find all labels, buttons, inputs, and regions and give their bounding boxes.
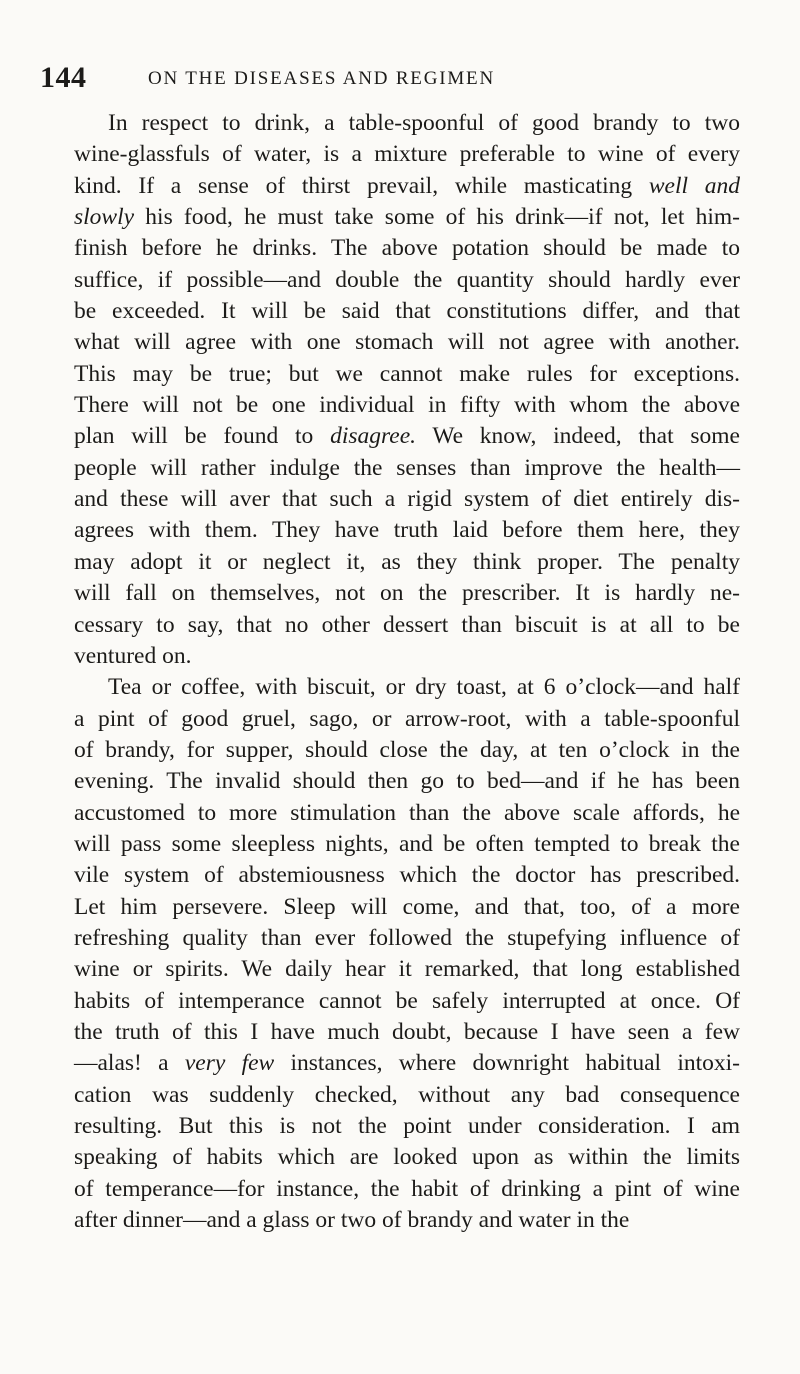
text-line [74, 515, 740, 546]
italic-run: very few [184, 1050, 275, 1077]
text-line [74, 1174, 740, 1205]
text-run: Tea or coffee, with biscuit, or dry toast, at 6 o’clock—and half [108, 674, 740, 701]
text-run: wine or spirits. We daily hear it remarked, that long established [74, 956, 740, 983]
text-run: This may be true; but we cannot make rules for exceptions. [74, 360, 740, 387]
text-run: agrees with them. They have truth laid before them here, they [74, 517, 740, 544]
text-run: of brandy, for supper, should close the day, at ten o’clock in the [74, 736, 740, 763]
text-line [74, 421, 740, 452]
page-number: 144 [40, 61, 87, 94]
text-run: cation was suddenly checked, without any bad consequence [74, 1081, 740, 1108]
text-run: after dinner—and a glass or two of brandy and water in the [74, 1207, 630, 1234]
text-line [74, 390, 740, 421]
text-line [74, 171, 740, 202]
text-line [74, 860, 740, 891]
text-line [74, 798, 740, 829]
text-run: speaking of habits which are looked upon as within the limits [74, 1144, 740, 1171]
text-run: ventured on. [74, 642, 192, 669]
page-header [40, 58, 760, 98]
text-run: people will rather indulge the senses than improve the health— [74, 454, 740, 481]
text-run: evening. The invalid should then go to bed—and if he has been [74, 768, 740, 795]
text-run: finish before he drinks. The above potation should be made to [74, 235, 740, 262]
text-run: the truth of this I have much doubt, because I have seen a few [74, 1018, 740, 1045]
body-text [74, 108, 740, 1236]
italic-run: slowly [74, 204, 135, 231]
text-line [74, 1017, 740, 1048]
text-line [74, 233, 740, 264]
text-line [74, 735, 740, 766]
text-line [74, 453, 740, 484]
text-run: There will not be one individual in fifty with whom the above [74, 392, 740, 419]
text-line [74, 484, 740, 515]
text-line [74, 1111, 740, 1142]
text-line [74, 578, 740, 609]
text-run: of temperance—for instance, the habit of drinking a pint of wine [74, 1175, 740, 1202]
text-run: kind. If a sense of thirst prevail, while masticating [74, 172, 649, 199]
text-run: resulting. But this is not the point under consideration. I am [74, 1113, 740, 1139]
text-run: a pint of good gruel, sago, or arrow-root, with a table-spoonful [74, 705, 740, 732]
text-run: his food, he must take some of his drink—if not, let him- [134, 204, 740, 231]
text-run: will pass some sleepless nights, and be often tempted to break the [74, 830, 740, 857]
text-run: what will agree with one stomach will not agree with another. [74, 329, 740, 356]
text-run: vile system of abstemiousness which the doctor has prescribed. [74, 862, 740, 889]
text-line [74, 641, 740, 672]
text-line [74, 923, 740, 954]
text-run: In respect to drink, a table-spoonful of good brandy to two [108, 110, 740, 136]
text-line [74, 986, 740, 1017]
text-line [74, 139, 740, 170]
text-run: We know, indeed, that some [416, 423, 740, 450]
text-line [74, 202, 740, 233]
text-run: instances, where downright habitual intoxi- [274, 1050, 741, 1077]
text-line [74, 1080, 740, 1111]
text-line [74, 547, 740, 578]
text-line [74, 954, 740, 985]
text-line [74, 704, 740, 735]
text-line [74, 766, 740, 797]
text-run: habits of intemperance cannot be safely interrupted at once. Of [74, 987, 740, 1014]
text-line [74, 1048, 740, 1079]
text-run: suffice, if possible—and double the quantity should hardly ever [74, 266, 740, 293]
text-run: refreshing quality than ever followed the stupefying influence of [74, 924, 740, 951]
text-run: cessary to say, that no other dessert than biscuit is at all to be [74, 611, 740, 638]
text-run: Let him persevere. Sleep will come, and that, too, of a more [74, 893, 740, 920]
text-line [74, 359, 740, 390]
text-run: will fall on themselves, not on the prescriber. It is hardly ne- [74, 580, 740, 607]
text-run: may adopt it or neglect it, as they think proper. The penalty [74, 548, 740, 575]
running-title: ON THE DISEASES AND REGIMEN [148, 68, 495, 89]
text-line [74, 296, 740, 327]
text-run: and these will aver that such a rigid system of diet entirely dis- [74, 486, 740, 513]
text-line [74, 1142, 740, 1173]
italic-run: well and [648, 172, 740, 199]
text-line [74, 265, 740, 296]
text-run: be exceeded. It will be said that constitutions differ, and that [74, 298, 740, 325]
text-line [74, 327, 740, 358]
text-line [74, 672, 740, 703]
text-run: accustomed to more stimulation than the above scale affords, he [74, 799, 740, 826]
text-line [74, 892, 740, 923]
italic-run: disagree. [330, 423, 416, 450]
text-line [74, 108, 740, 139]
text-line [74, 1205, 740, 1236]
text-run: —alas! a [74, 1050, 185, 1077]
text-run: wine-glassfuls of water, is a mixture preferable to wine of every [74, 141, 740, 168]
text-line [74, 610, 740, 641]
text-line [74, 829, 740, 860]
text-run: plan will be found to [74, 423, 331, 450]
